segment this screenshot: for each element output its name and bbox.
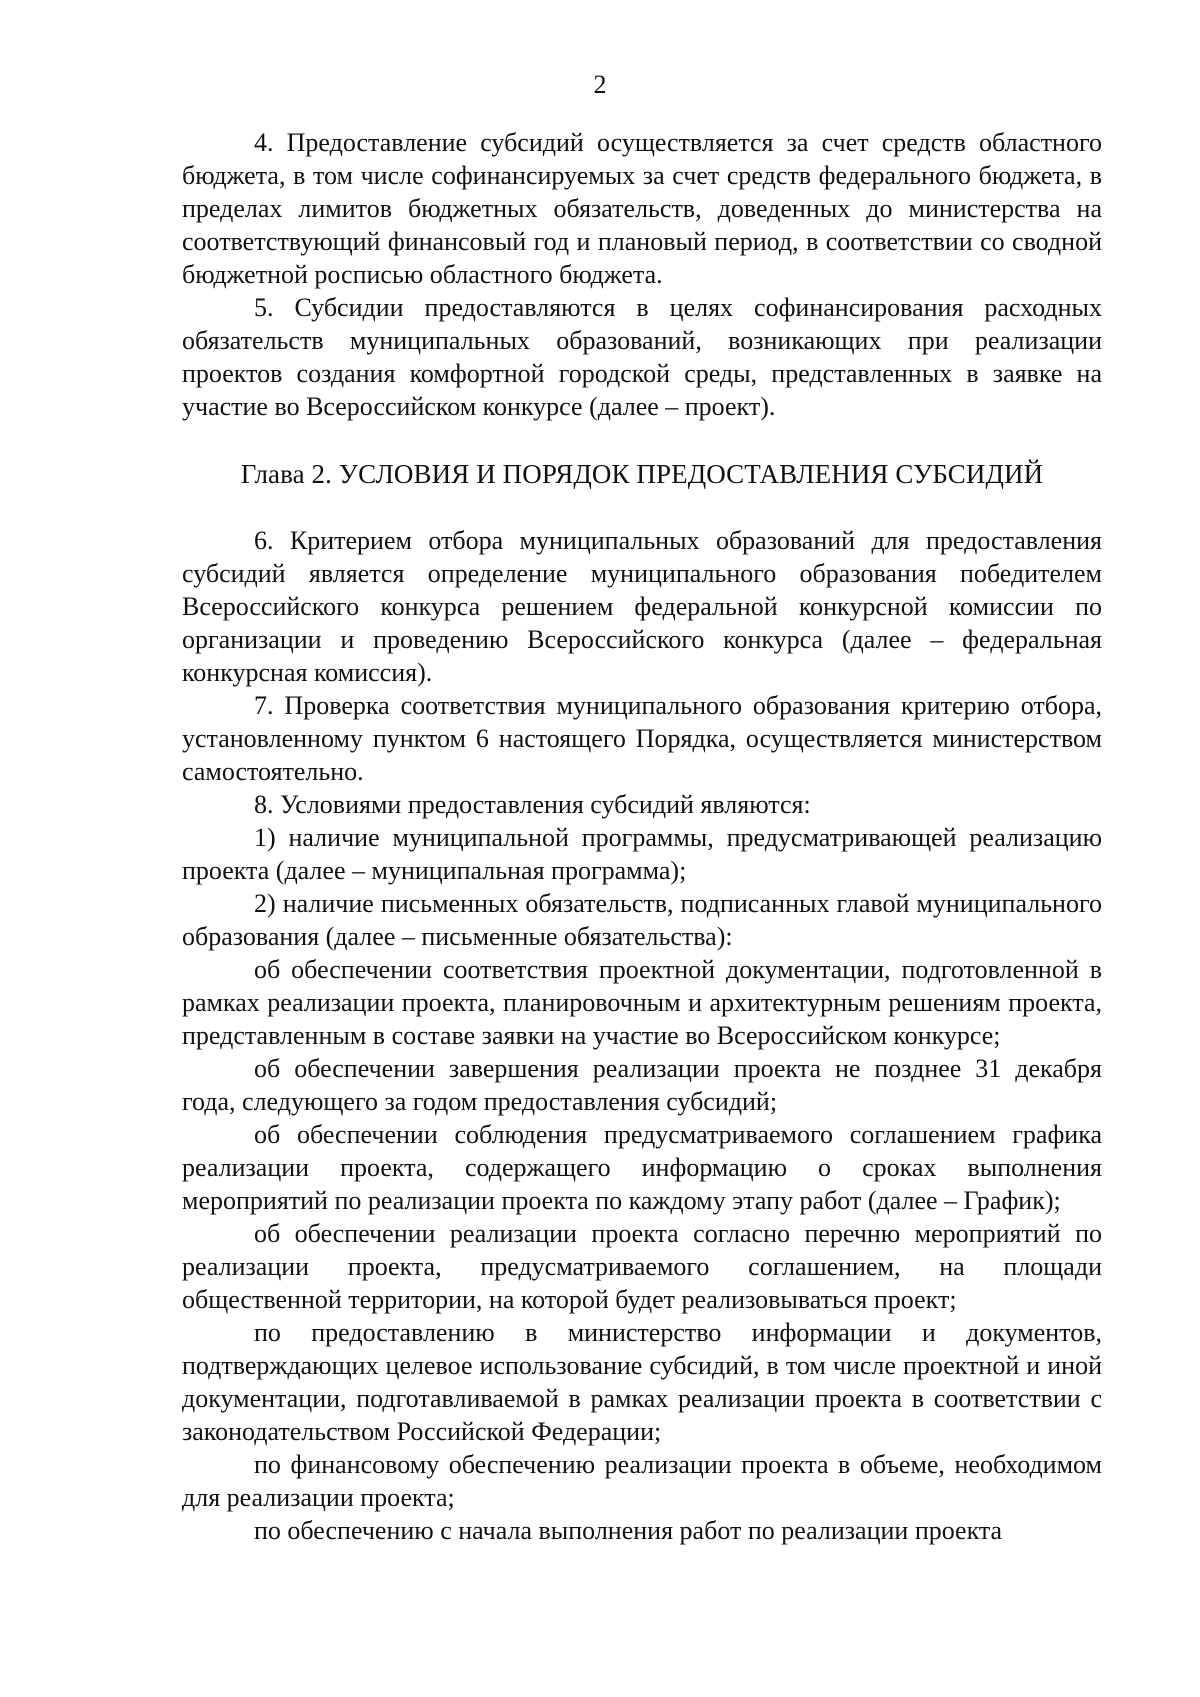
obligation-financial-support: по финансовому обеспечению реализации проекта в объеме, необходимом для реализации проекта;: [182, 1450, 1102, 1512]
obligation-measures-list: об обеспечении реализации проекта согласно перечню мероприятий по реализации проекта, предусматриваемого соглашением, на площади общественной территории, на которой будет реализовываться проект;: [182, 1219, 1102, 1314]
chapter-heading: Глава 2. УСЛОВИЯ И ПОРЯДОК ПРЕДОСТАВЛЕНИЯ СУБСИДИЙ: [240, 459, 1044, 489]
paragraph-6: 6. Критерием отбора муниципальных образований для предоставления субсидий является определение муниципального образования победителем Всероссийского конкурса решением федеральной конкурсной комиссии по организации и проведению Всероссийского конкурса (далее – федеральная конкурсная комиссия).: [182, 526, 1102, 687]
obligation-project-documentation: об обеспечении соответствия проектной документации, подготовленной в рамках реализации проекта, планировочным и архитектурным решениям проекта, представленным в составе заявки на участие во Всероссийском конкурсе;: [182, 955, 1102, 1050]
paragraph-8: 8. Условиями предоставления субсидий являются:: [254, 790, 811, 819]
condition-item-1: 1) наличие муниципальной программы, предусматривающей реализацию проекта (далее – муниципальная программа);: [182, 823, 1102, 885]
document-body: [182, 126, 1102, 1547]
paragraph-4: 4. Предоставление субсидий осуществляется за счет средств областного бюджета, в том числе софинансируемых за счет средств федерального бюджета, в пределах лимитов бюджетных обязательств, доведенных до министерства на соответствующий финансовый год и плановый период, в соответствии со сводной бюджетной росписью областного бюджета.: [182, 128, 1102, 289]
page-number: 2: [593, 70, 607, 99]
obligation-schedule: об обеспечении соблюдения предусматриваемого соглашением графика реализации проекта, содержащего информацию о сроках выполнения мероприятий по реализации проекта по каждому этапу работ (далее – График);: [182, 1120, 1102, 1215]
paragraph-5: 5. Субсидии предоставляются в целях софинансирования расходных обязательств муниципальных образований, возникающих при реализации проектов создания комфортной городской среды, представленных в заявке на участие во Всероссийском конкурсе (далее – проект).: [182, 293, 1102, 421]
scan-margin-mark: [4, 1631, 10, 1637]
paragraph-7: 7. Проверка соответствия муниципального образования критерию отбора, установленному пунктом 6 настоящего Порядка, осуществляется министерством самостоятельно.: [182, 691, 1102, 786]
condition-item-2: 2) наличие письменных обязательств, подписанных главой муниципального образования (далее – письменные обязательства):: [182, 889, 1102, 951]
obligation-documents-submission: по предоставлению в министерство информации и документов, подтверждающих целевое использование субсидий, в том числе проектной и иной документации, подготавливаемой в рамках реализации проекта в соответствии с законодательством Российской Федерации;: [182, 1318, 1102, 1446]
obligation-completion-deadline: об обеспечении завершения реализации проекта не позднее 31 декабря года, следующего за годом предоставления субсидий;: [182, 1054, 1102, 1116]
obligation-work-start: по обеспечению с начала выполнения работ по реализации проекта: [254, 1516, 1003, 1545]
